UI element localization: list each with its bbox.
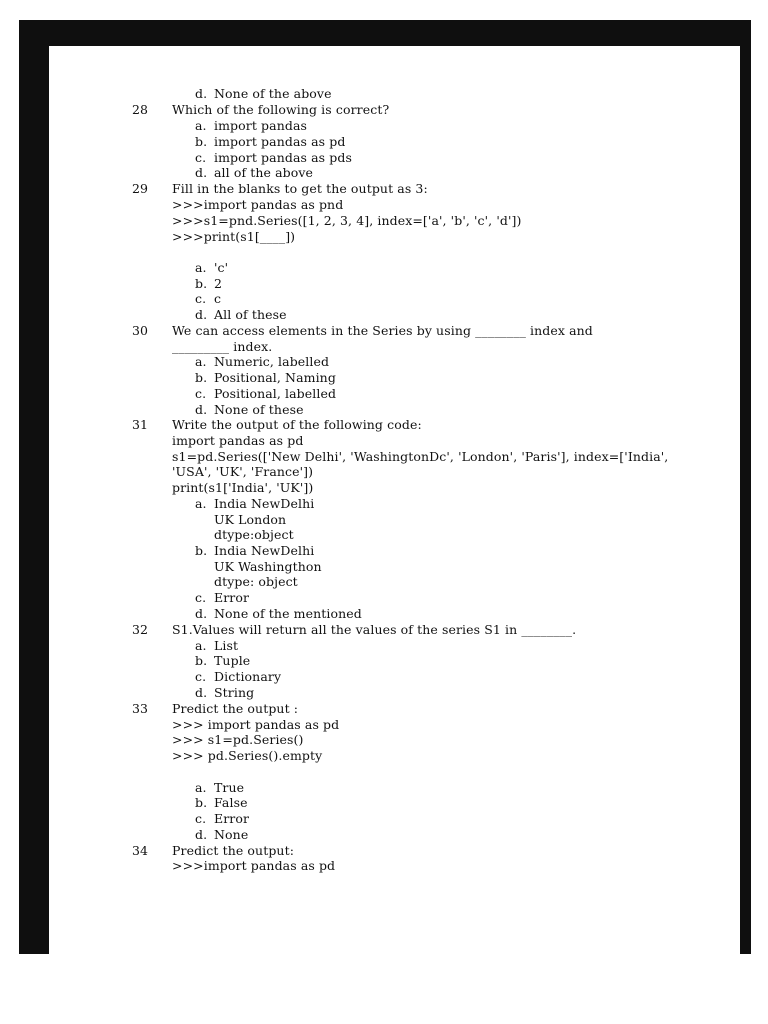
code-text: >>>s1=pnd.Series([1, 2, 3, 4], index=['a', 'b', 'c', 'd']) — [172, 213, 522, 228]
option-text: None — [214, 827, 249, 842]
option-label: b. — [195, 276, 208, 291]
option-text: UK London — [214, 512, 287, 527]
option-label: d. — [195, 165, 208, 180]
option-text: 'c' — [214, 260, 229, 275]
option-label: d. — [195, 827, 208, 842]
option-text: Numeric, labelled — [214, 354, 330, 369]
option-label: a. — [195, 354, 207, 369]
option-text: Positional, Naming — [214, 370, 336, 385]
option-text: India NewDelhi — [214, 496, 315, 511]
code-text: >>> pd.Series().empty — [172, 748, 323, 763]
option-label: d. — [195, 685, 208, 700]
option-label: b. — [195, 543, 208, 558]
option-text: import pandas — [214, 118, 308, 133]
question-number: 31 — [132, 417, 149, 432]
page-frame-top — [19, 20, 751, 46]
code-text: >>>import pandas as pnd — [172, 197, 344, 212]
option-text: 2 — [214, 276, 223, 291]
option-label: b. — [195, 795, 208, 810]
option-text: String — [214, 685, 255, 700]
option-text: import pandas as pds — [214, 150, 352, 165]
option-label: d. — [195, 86, 208, 101]
option-label: b. — [195, 134, 208, 149]
option-text: All of these — [214, 307, 287, 322]
question-text: S1.Values will return all the values of the series S1 in ________. — [172, 622, 577, 637]
question-text: Predict the output : — [172, 701, 299, 716]
option-text: dtype: object — [214, 574, 298, 589]
code-text: s1=pd.Series(['New Delhi', 'WashingtonDc', 'London', 'Paris'], index=['India', — [172, 449, 669, 464]
option-text: Error — [214, 811, 250, 826]
code-text: import pandas as pd — [172, 433, 304, 448]
option-label: a. — [195, 260, 207, 275]
question-number: 34 — [132, 843, 149, 858]
option-text: Tuple — [214, 653, 251, 668]
option-text: Error — [214, 590, 250, 605]
question-number: 28 — [132, 102, 149, 117]
code-text: print(s1['India', 'UK']) — [172, 480, 314, 495]
option-label: a. — [195, 496, 207, 511]
option-text: c — [214, 291, 222, 306]
page-frame-right — [740, 20, 751, 954]
option-label: c. — [195, 150, 207, 165]
question-number: 30 — [132, 323, 149, 338]
option-text: None of the mentioned — [214, 606, 362, 621]
option-label: b. — [195, 653, 208, 668]
option-text: True — [214, 780, 245, 795]
option-label: a. — [195, 780, 207, 795]
option-text: dtype:object — [214, 527, 294, 542]
question-text: Predict the output: — [172, 843, 295, 858]
question-text: We can access elements in the Series by using ________ index and — [172, 323, 593, 338]
option-label: b. — [195, 370, 208, 385]
option-text: False — [214, 795, 248, 810]
option-label: c. — [195, 590, 207, 605]
option-text: UK Washingthon — [214, 559, 322, 574]
option-label: c. — [195, 669, 207, 684]
question-text: Which of the following is correct? — [172, 102, 390, 117]
option-label: a. — [195, 118, 207, 133]
option-text: all of the above — [214, 165, 314, 180]
option-text: India NewDelhi — [214, 543, 315, 558]
option-label: d. — [195, 307, 208, 322]
code-text: 'USA', 'UK', 'France']) — [172, 464, 314, 479]
option-label: c. — [195, 811, 207, 826]
option-text: Positional, labelled — [214, 386, 337, 401]
option-text: None of these — [214, 402, 304, 417]
question-text: Fill in the blanks to get the output as 3: — [172, 181, 428, 196]
code-text: >>>import pandas as pd — [172, 858, 336, 873]
option-label: c. — [195, 291, 207, 306]
option-label: c. — [195, 386, 207, 401]
question-text: _________ index. — [172, 339, 273, 354]
code-text: >>> import pandas as pd — [172, 717, 340, 732]
code-text: >>> s1=pd.Series() — [172, 732, 304, 747]
option-label: d. — [195, 402, 208, 417]
option-label: a. — [195, 638, 207, 653]
option-text: None of the above — [214, 86, 332, 101]
question-number: 33 — [132, 701, 149, 716]
option-label: d. — [195, 606, 208, 621]
page-frame-left — [19, 20, 49, 954]
code-text: >>>print(s1[____]) — [172, 229, 296, 244]
option-text: List — [214, 638, 239, 653]
question-text: Write the output of the following code: — [172, 417, 422, 432]
question-number: 29 — [132, 181, 149, 196]
question-number: 32 — [132, 622, 149, 637]
option-text: import pandas as pd — [214, 134, 346, 149]
option-text: Dictionary — [214, 669, 282, 684]
